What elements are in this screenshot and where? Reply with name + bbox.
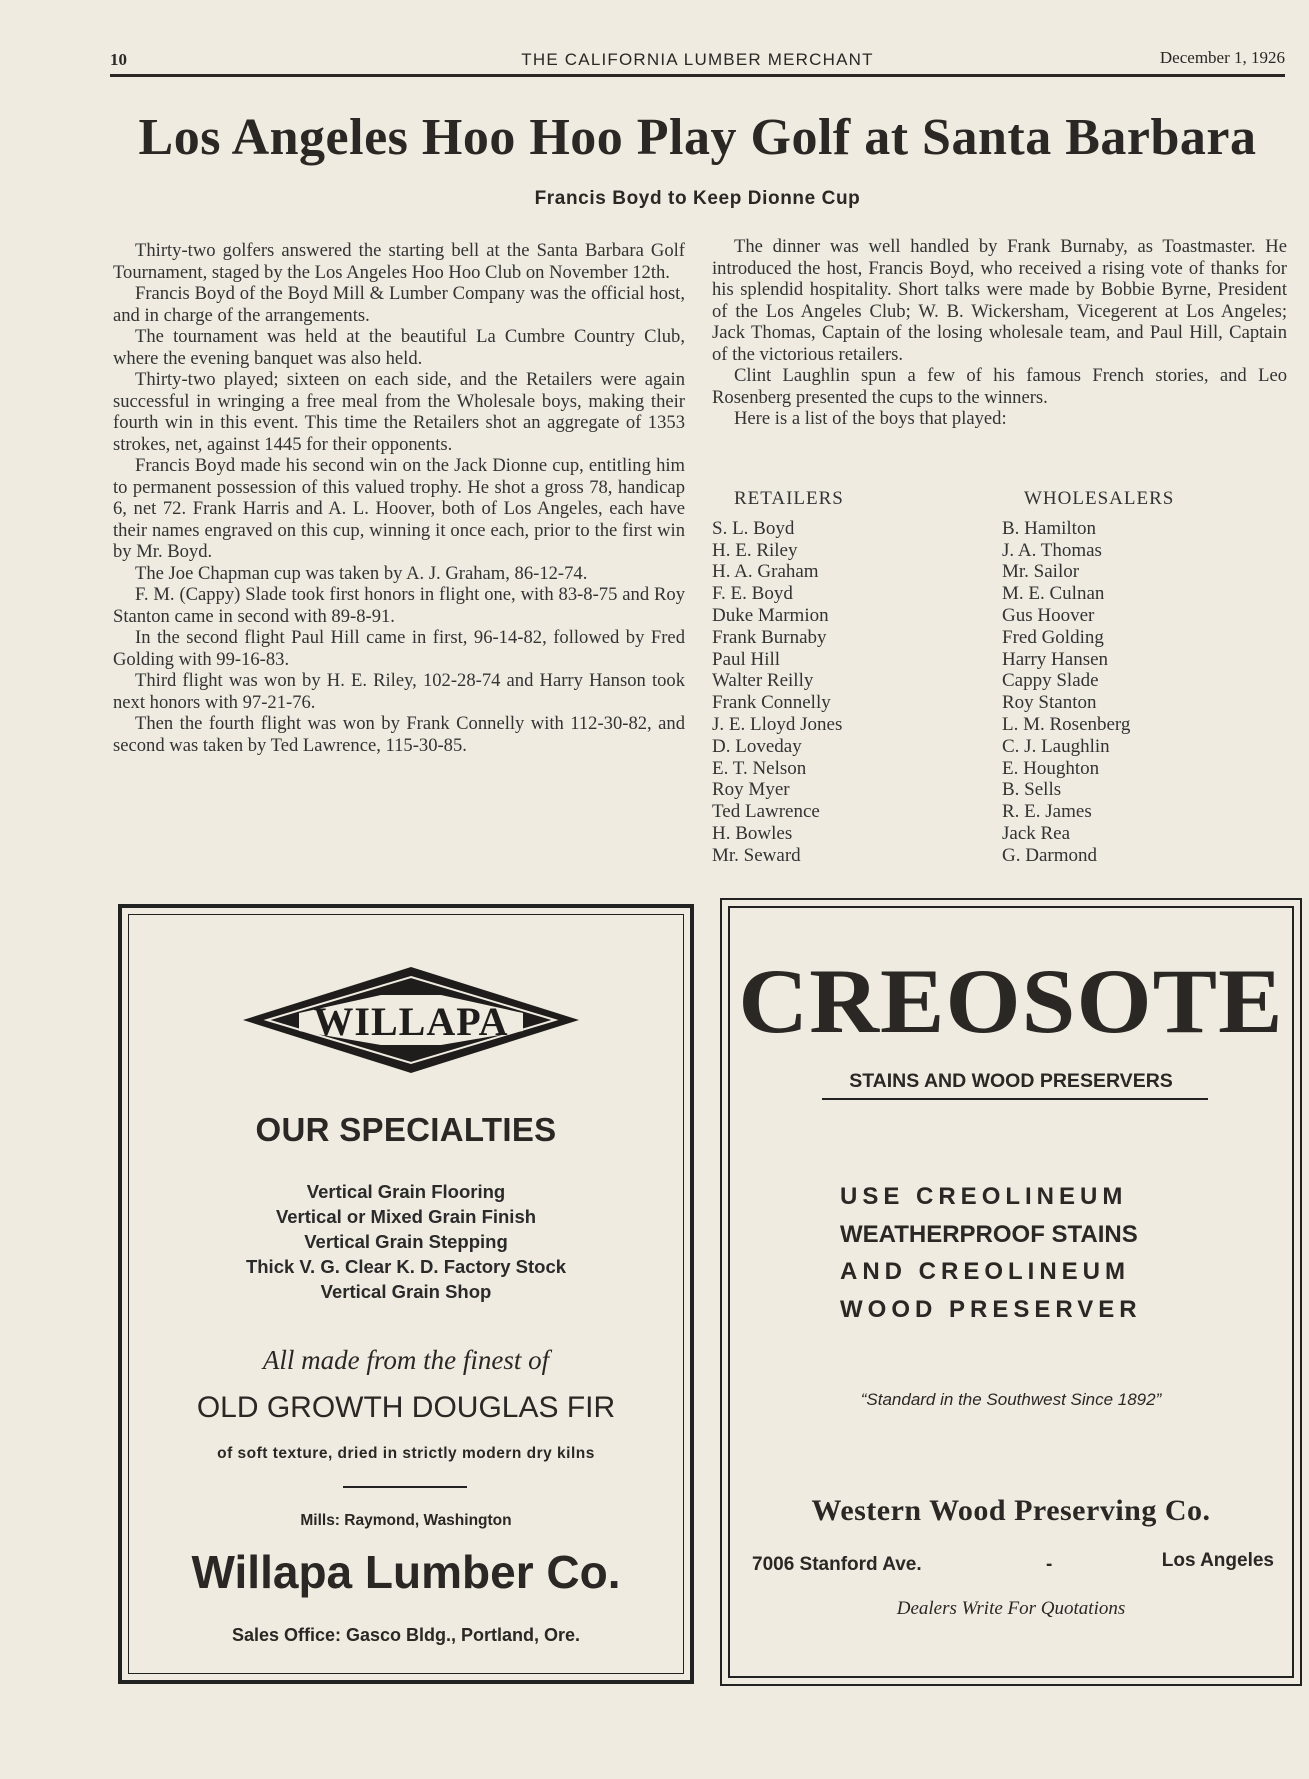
retailers-names bbox=[712, 518, 972, 867]
list-item: G. Darmond bbox=[1002, 844, 1097, 866]
paragraph: The Joe Chapman cup was taken by A. J. Graham, 86-12-74. bbox=[135, 562, 588, 584]
header-rule bbox=[110, 74, 1285, 77]
paragraph: Third flight was won by H. E. Riley, 102-28-74 and Harry Hanson took next honors with 97-21-76. bbox=[113, 670, 685, 713]
list-item: Roy Stanton bbox=[1002, 692, 1097, 714]
list-item: Duke Marmion bbox=[712, 604, 829, 626]
willapa-diamond-logo bbox=[241, 965, 581, 1075]
wholesalers-names bbox=[1002, 518, 1287, 867]
texture-line: of soft texture, dried in strictly modern dry kilns bbox=[217, 1445, 595, 1462]
willapa-ad-inner-border bbox=[128, 914, 684, 1674]
article-right-column bbox=[712, 236, 1287, 430]
list-item: Walter Reilly bbox=[712, 670, 814, 692]
dealers-line: Dealers Write For Quotations bbox=[896, 1598, 1126, 1619]
paragraph: F. M. (Cappy) Slade took first honors in flight one, with 83-8-75 and Roy Stanton came in second with 89-8-91. bbox=[113, 584, 685, 627]
western-wood-company: Western Wood Preserving Co. bbox=[811, 1494, 1211, 1527]
paragraph: Francis Boyd of the Boyd Mill & Lumber Company was the official host, and in charge of the arrangements. bbox=[113, 283, 685, 326]
willapa-company-name: Willapa Lumber Co. bbox=[191, 1546, 621, 1598]
list-item: Frank Burnaby bbox=[712, 626, 827, 648]
paragraph: Then the fourth flight was won by Frank Connelly with 112-30-82, and second was taken by Ted Lawrence, 115-30-85. bbox=[113, 713, 685, 756]
list-item: L. M. Rosenberg bbox=[1002, 713, 1131, 735]
willapa-advertisement bbox=[118, 904, 694, 1684]
company-address: 7006 Stanford Ave. bbox=[752, 1554, 922, 1575]
list-item: H. A. Graham bbox=[712, 561, 819, 583]
list-item: Fred Golding bbox=[1002, 626, 1104, 648]
list-item: C. J. Laughlin bbox=[1002, 735, 1110, 757]
retailers-heading: RETAILERS bbox=[734, 488, 844, 509]
list-item: Gus Hoover bbox=[1002, 604, 1095, 626]
company-city: Los Angeles bbox=[1161, 1550, 1274, 1571]
mills-line: Mills: Raymond, Washington bbox=[300, 1512, 512, 1529]
list-item: Ted Lawrence bbox=[712, 801, 820, 823]
creolineum-line: USE CREOLINEUM bbox=[840, 1183, 1128, 1210]
list-item: F. E. Boyd bbox=[712, 583, 793, 605]
list-item: Vertical Grain Stepping bbox=[304, 1231, 508, 1252]
ad-divider bbox=[343, 1486, 467, 1488]
creosote-advertisement bbox=[720, 898, 1302, 1686]
page-number: 10 bbox=[110, 50, 127, 69]
paragraph: Francis Boyd made his second win on the Jack Dionne cup, entitling him to permanent possession of this valued trophy. He shot a gross 78, handicap 6, net 72. Frank Harris and A. L. Hoover, both of Los Angeles, each have their names engraved on this cup, winning it once each, prior to the first win by Mr. Boyd. bbox=[113, 455, 685, 562]
wholesalers-list bbox=[1002, 488, 1287, 867]
list-item: H. Bowles bbox=[712, 822, 793, 844]
list-item: S. L. Boyd bbox=[712, 517, 795, 539]
creosote-ad-inner-border bbox=[728, 906, 1294, 1678]
list-item: Harry Hansen bbox=[1002, 648, 1109, 670]
paragraph: The dinner was well handled by Frank Burnaby, as Toastmaster. He introduced the host, Francis Boyd, who received a rising vote of thanks for his splendid hospitality. Short talks were made by Bobbie Byrne, President of the Los Angeles Club; W. B. Wickersham, Vicegerent at Los Angeles; Jack Thomas, Captain of the losing wholesale team, and Paul Hill, Captain of the victorious retailers. bbox=[712, 236, 1287, 365]
list-item: Jack Rea bbox=[1002, 822, 1071, 844]
article-headline: Los Angeles Hoo Hoo Play Golf at Santa Barbara bbox=[138, 109, 1257, 166]
creolineum-line: AND CREOLINEUM bbox=[840, 1258, 1130, 1285]
paragraph: Thirty-two golfers answered the starting bell at the Santa Barbara Golf Tournament, staged by the Los Angeles Hoo Hoo Club on November 12th. bbox=[113, 240, 685, 283]
list-item: Mr. Seward bbox=[712, 844, 801, 866]
creosote-slogan: “Standard in the Southwest Since 1892” bbox=[860, 1390, 1162, 1409]
stains-heading: STAINS AND WOOD PRESERVERS bbox=[849, 1070, 1173, 1092]
paragraph: Here is a list of the boys that played: bbox=[734, 408, 1007, 429]
list-item: E. Houghton bbox=[1002, 757, 1100, 779]
list-item: H. E. Riley bbox=[712, 539, 798, 561]
list-item: Mr. Sailor bbox=[1002, 561, 1080, 583]
list-item: Cappy Slade bbox=[1002, 670, 1099, 692]
journal-title: THE CALIFORNIA LUMBER MERCHANT bbox=[521, 50, 874, 69]
list-item: J. A. Thomas bbox=[1002, 539, 1102, 561]
list-item: Thick V. G. Clear K. D. Factory Stock bbox=[245, 1256, 567, 1277]
stains-underline bbox=[822, 1098, 1208, 1100]
list-item: Vertical Grain Shop bbox=[320, 1281, 492, 1302]
issue-date: December 1, 1926 bbox=[1159, 48, 1285, 67]
list-item: B. Sells bbox=[1002, 779, 1062, 801]
list-item: Frank Connelly bbox=[712, 692, 831, 714]
creolineum-block bbox=[840, 1178, 1220, 1328]
list-item: J. E. Lloyd Jones bbox=[712, 713, 843, 735]
article-left-column bbox=[113, 240, 685, 756]
list-item: Roy Myer bbox=[712, 779, 790, 801]
creolineum-line: WEATHERPROOF STAINS bbox=[840, 1220, 1138, 1248]
creolineum-line: WOOD PRESERVER bbox=[840, 1295, 1142, 1323]
article-subheadline: Francis Boyd to Keep Dionne Cup bbox=[534, 188, 861, 209]
wholesalers-heading: WHOLESALERS bbox=[1024, 488, 1175, 509]
specialties-list bbox=[129, 1179, 683, 1304]
made-from-line: All made from the finest of bbox=[262, 1345, 550, 1375]
retailers-list bbox=[712, 488, 972, 867]
list-item: Vertical or Mixed Grain Finish bbox=[275, 1206, 537, 1227]
list-item: Paul Hill bbox=[712, 648, 781, 670]
willapa-logo-text: WILLAPA bbox=[313, 999, 509, 1044]
list-item: Vertical Grain Flooring bbox=[306, 1181, 506, 1202]
douglas-fir-line: OLD GROWTH DOUGLAS FIR bbox=[196, 1391, 616, 1424]
paragraph: In the second flight Paul Hill came in first, 96-14-82, followed by Fred Golding with 99-16-83. bbox=[113, 627, 685, 670]
list-item: D. Loveday bbox=[712, 735, 802, 757]
list-item: E. T. Nelson bbox=[712, 757, 807, 779]
creosote-title: CREOSOTE bbox=[738, 950, 1284, 1052]
paragraph: Thirty-two played; sixteen on each side, and the Retailers were again successful in wringing a free meal from the Wholesale boys, making their fourth win in this event. This time the Retailers shot an aggregate of 1353 strokes, net, against 1445 for their opponents. bbox=[113, 369, 685, 455]
address-separator: - bbox=[1046, 1554, 1053, 1575]
list-item: B. Hamilton bbox=[1002, 517, 1096, 539]
paragraph: Clint Laughlin spun a few of his famous French stories, and Leo Rosenberg presented the cups to the winners. bbox=[712, 365, 1287, 408]
list-item: M. E. Culnan bbox=[1002, 583, 1105, 605]
specialties-heading: OUR SPECIALTIES bbox=[255, 1111, 557, 1148]
paragraph: The tournament was held at the beautiful La Cumbre Country Club, where the evening banquet was also held. bbox=[113, 326, 685, 369]
list-item: R. E. James bbox=[1002, 801, 1092, 823]
sales-office-line: Sales Office: Gasco Bldg., Portland, Ore. bbox=[231, 1625, 581, 1645]
running-header bbox=[110, 48, 1285, 74]
